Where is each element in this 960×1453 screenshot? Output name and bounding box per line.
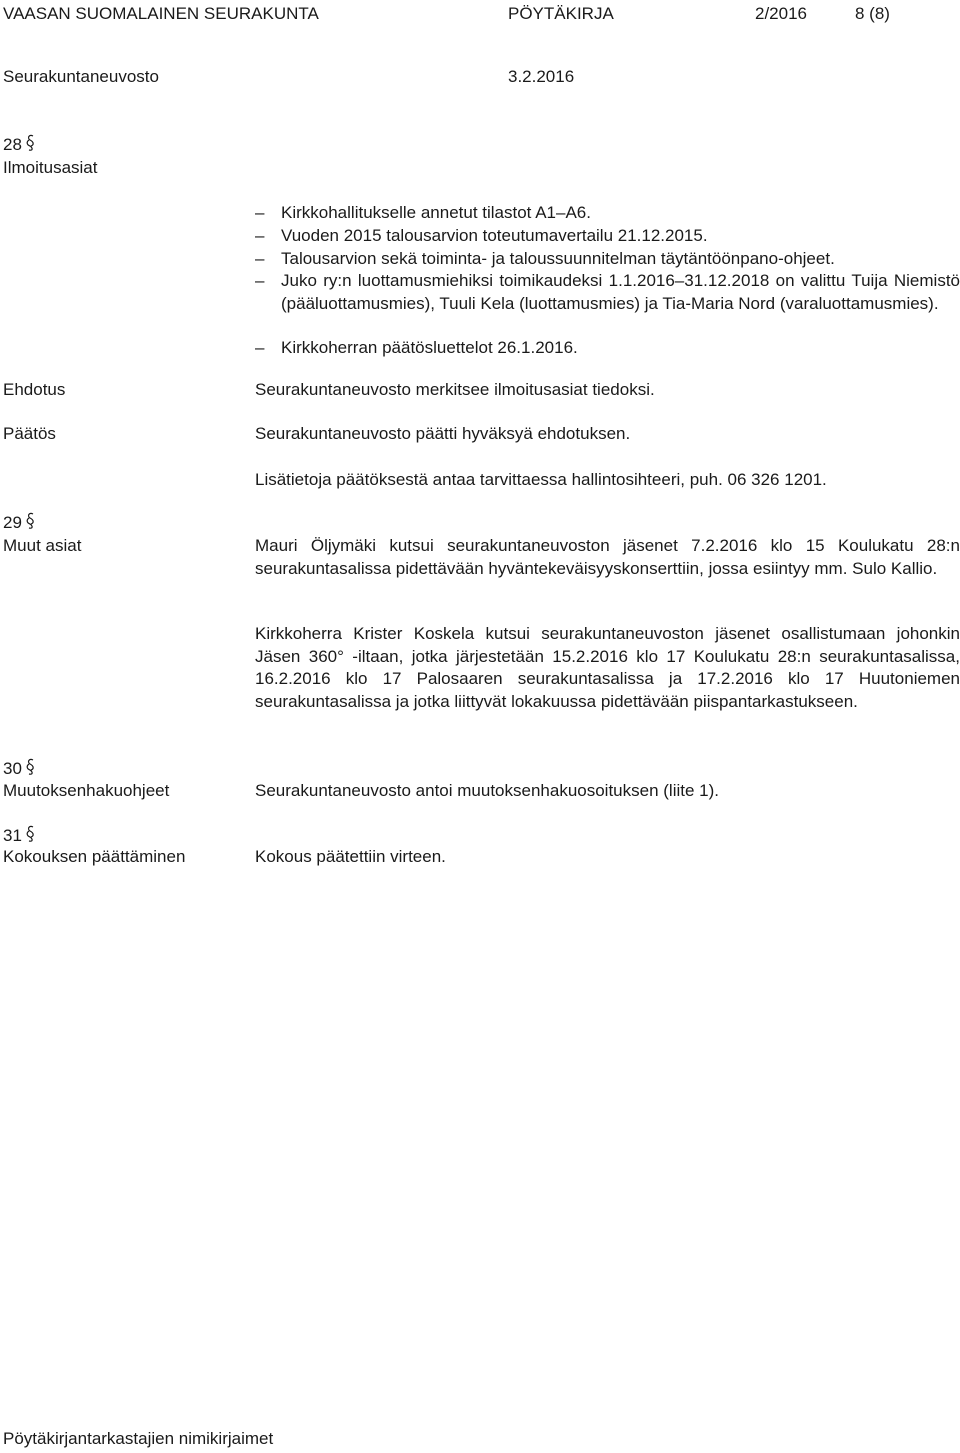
list-item xyxy=(255,248,960,270)
body-name: Seurakuntaneuvosto xyxy=(3,67,159,86)
section-30-title: Muutoksenhakuohjeet xyxy=(3,781,170,800)
section-sign-icon xyxy=(26,757,36,777)
section-29-paragraph-1: Mauri Öljymäki kutsui seurakuntaneuvoston jäsenet 7.2.2016 klo 15 Koulukatu 28:n seurakuntasalissa pidettävään hyväntekeväisyyskonserttiin, jossa esiintyy mm. Sulo Kallio. xyxy=(255,536,960,578)
dash-icon: – xyxy=(255,338,265,357)
list-item xyxy=(255,337,960,359)
proposal-label: Ehdotus xyxy=(3,380,66,399)
section-number-text: 30 xyxy=(3,759,22,778)
section-number-text: 29 xyxy=(3,513,22,532)
section-31-number xyxy=(3,824,36,847)
initials-label: Pöytäkirjantarkastajien nimikirjaimet xyxy=(3,1429,274,1448)
list-item-text: Juko ry:n luottamusmiehiksi toimikaudeksi 1.1.2016–31.12.2018 on valittu Tuija Niemistö (pääluottamusmies), Tuuli Kela (luottamusmies) ja Tia-Maria Nord (varaluottamusmies). xyxy=(281,271,960,313)
meeting-date: 3.2.2016 xyxy=(508,67,575,86)
list-item-text: Vuoden 2015 talousarvion toteutumavertailu 21.12.2015. xyxy=(281,226,708,245)
section-28-title: Ilmoitusasiat xyxy=(3,158,98,177)
section-29-title: Muut asiat xyxy=(3,536,82,555)
decision-text: Seurakuntaneuvosto päätti hyväksyä ehdotuksen. xyxy=(255,424,631,443)
proposal-text: Seurakuntaneuvosto merkitsee ilmoitusasiat tiedoksi. xyxy=(255,380,655,399)
info-text: Lisätietoja päätöksestä antaa tarvittaessa hallintosihteeri, puh. 06 326 1201. xyxy=(255,470,827,489)
list-item-text: Talousarvion sekä toiminta- ja taloussuunnitelman täytäntöönpano-ohjeet. xyxy=(281,249,835,268)
section-number-text: 31 xyxy=(3,826,22,845)
section-sign-icon xyxy=(26,824,36,844)
section-31-title: Kokouksen päättäminen xyxy=(3,847,186,866)
section-29-paragraph-2: Kirkkoherra Krister Koskela kutsui seurakuntaneuvoston jäsenet osallistumaan johonkin Jäsen 360° -iltaan, jotka järjestetään 15.2.2016 klo 17 Koulukatu 28:n seurakuntasalissa, 16.2.2016 klo 17 Palosaaren seurakuntasalissa ja 17.2.2016 klo 17 Huutoniemen seurakuntasalissa ja jotka liittyvät lokakuussa pidettävään piispantarkastukseen. xyxy=(255,624,960,711)
section-28-number xyxy=(3,133,36,156)
dash-icon: – xyxy=(255,249,265,268)
organization-name: VAASAN SUOMALAINEN SEURAKUNTA xyxy=(3,4,319,23)
decision-label: Päätös xyxy=(3,424,56,443)
document-type: PÖYTÄKIRJA xyxy=(508,4,614,23)
dash-icon: – xyxy=(255,203,265,222)
list-item xyxy=(255,270,960,315)
section-31-text: Kokous päätettiin virteen. xyxy=(255,847,446,866)
list-item-text: Kirkkoherran päätösluettelot 26.1.2016. xyxy=(281,338,578,357)
list-item xyxy=(255,202,960,224)
list-item-text: Kirkkohallitukselle annetut tilastot A1–A6. xyxy=(281,203,591,222)
section-30-text: Seurakuntaneuvosto antoi muutoksenhakuosoituksen (liite 1). xyxy=(255,781,720,800)
document-number: 2/2016 xyxy=(755,4,807,23)
section-number-text: 28 xyxy=(3,135,22,154)
section-sign-icon xyxy=(26,511,36,531)
page-number: 8 (8) xyxy=(855,4,890,23)
list-item xyxy=(255,225,960,247)
section-sign-icon xyxy=(26,133,36,153)
section-29-number xyxy=(3,511,36,534)
section-30-number xyxy=(3,757,36,780)
dash-icon: – xyxy=(255,226,265,245)
dash-icon: – xyxy=(255,271,265,290)
